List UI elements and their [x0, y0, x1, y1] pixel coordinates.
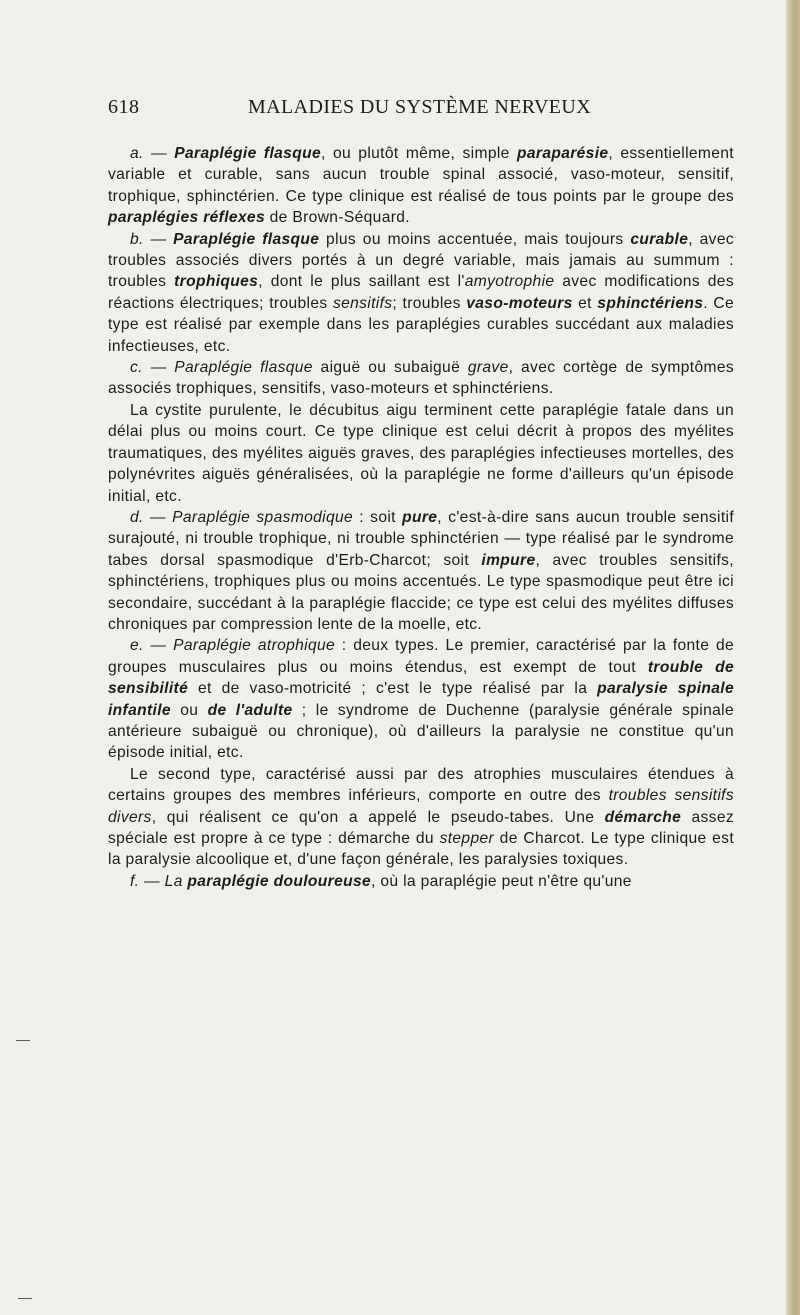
paragraph — [108, 143, 734, 229]
paragraph-text: , dont le plus saillant est l' — [258, 273, 465, 291]
scan-mark — [16, 1040, 30, 1041]
emphasis-text: paraparésie — [517, 145, 609, 162]
paragraph — [108, 400, 734, 507]
emphasis-text: sphinctériens — [597, 294, 704, 312]
paragraph-text: plus ou moins accentuée, mais toujours — [319, 230, 631, 248]
emphasis-text: paralysie spinale infantile — [108, 680, 734, 719]
paragraph-text: et de vaso-motricité ; c'est le type réalisé par la — [188, 680, 598, 698]
emphasis-text: Paraplégie atrophique — [173, 637, 336, 655]
emphasis-text: grave — [467, 359, 509, 377]
paragraph-text: , avec cortège de symptômes associés trophiques, sensitifs, vaso-moteurs et sphinctériens. — [108, 359, 734, 398]
emphasis-text: b. — — [130, 230, 174, 248]
paragraph — [108, 229, 734, 357]
emphasis-text: stepper — [439, 830, 495, 847]
paragraph-text: ; troubles — [392, 294, 467, 312]
paragraph-text: La cystite purulente, le décubitus aigu terminent cette paraplégie fatale dans un délai plus ou moins court. Ce type clinique est celui décrit à propos des myélites traumatiques, des myélites aiguës graves, des paraplégies infectieuses mortelles, des polynévrites aiguës généralisées, où la paraplégie ne forme d'ailleurs qu'un épisode initial, etc. — [108, 401, 734, 505]
paragraph-text: , essentiellement variable et curable, sans aucun trouble spinal associé, vaso-moteur, sensitif, trophique, sphinctérien. Ce type clinique est réalisé de tous points par le groupe des — [108, 145, 734, 205]
paragraph-text: assez spéciale est propre à ce type : démarche du — [108, 808, 734, 847]
paragraph — [108, 357, 734, 400]
paragraph-text: de Charcot. Le type clinique est la paralysie alcoolique et, d'une façon générale, les paralysies toxiques. — [108, 830, 735, 869]
emphasis-text: trophiques — [174, 273, 259, 291]
emphasis-text: Paraplégie flasque — [173, 230, 320, 248]
emphasis-text: de l'adulte — [207, 701, 293, 719]
paragraph-text: . Ce type est réalisé par exemple dans les paraplégies curables succédant aux maladies infectieuses, etc. — [108, 294, 734, 355]
emphasis-text: f. — La — [130, 872, 188, 890]
paragraph-text: ou — [170, 701, 208, 719]
paragraph — [108, 507, 734, 635]
emphasis-text: Paraplégie flasque — [174, 359, 313, 377]
paragraph-text: : deux types. Le premier, caractérisé par la fonte de groupes musculaires plus ou moins étendus, est exempt de tout — [108, 637, 735, 676]
paragraph-text: : soit — [353, 508, 403, 526]
paragraph-text: , qui réalisent ce qu'on a appelé le pseudo-tabes. Une — [151, 808, 605, 826]
paragraph-text: de Brown-Séquard. — [264, 209, 410, 227]
emphasis-text: impure — [481, 551, 536, 569]
paragraph — [108, 635, 734, 763]
emphasis-text: amyotrophie — [464, 273, 555, 291]
emphasis-text: curable — [630, 230, 689, 248]
paragraph — [108, 871, 734, 892]
paragraph — [108, 764, 734, 871]
page-edge — [786, 0, 800, 1315]
emphasis-text: c. — — [130, 359, 175, 377]
emphasis-text: paraplégie douloureuse — [187, 872, 372, 890]
paragraph-text: , avec troubles associés divers portés à un degré variable, mais jamais au summum : troubles — [108, 230, 734, 291]
paragraph-text: et — [572, 294, 598, 312]
emphasis-text: d. — — [130, 508, 173, 526]
paragraph-text: , c'est-à-dire sans aucun trouble sensitif surajouté, ni trouble trophique, ni trouble sphinctérien — type réalisé par le syndrome tabes dorsal spasmodique d'Erb-Charcot; soit — [108, 508, 734, 569]
paragraph-text: Le second type, caractérisé aussi par des atrophies musculaires étendues à certains groupes des membres inférieurs, comporte en outre des — [108, 765, 734, 805]
emphasis-text: sensitifs — [332, 294, 393, 312]
paragraph-text: , ou plutôt même, simple — [320, 145, 517, 162]
paragraph-text: , où la paraplégie peut n'être qu'une — [371, 872, 632, 890]
paragraph-text: aiguë ou subaiguë — [312, 359, 468, 377]
emphasis-text: Paraplégie flasque — [174, 145, 321, 162]
page-number: 618 — [108, 96, 140, 118]
emphasis-text: Paraplégie spasmodique — [172, 508, 354, 526]
emphasis-text: démarche — [604, 808, 682, 826]
paragraph-text: avec modifications des réactions électriques; troubles — [108, 273, 734, 312]
emphasis-text: troubles sensitifs divers — [108, 787, 734, 826]
scan-mark — [18, 1298, 32, 1299]
emphasis-text: pure — [402, 508, 438, 526]
emphasis-text: a. — — [130, 145, 175, 162]
body-text — [108, 143, 734, 892]
emphasis-text: trouble de sensibilité — [108, 658, 735, 698]
emphasis-text: paraplégies réflexes — [108, 209, 265, 227]
emphasis-text: vaso-moteurs — [466, 294, 573, 312]
paragraph-text: ; le syndrome de Duchenne (paralysie générale spinale antérieure subaiguë ou chronique), où d'ailleurs la paralysie ne constitue qu'un épisode initial, etc. — [108, 701, 734, 762]
paragraph-text: , avec troubles sensitifs, sphinctériens, trophiques plus ou moins accentués. Le type spasmodique peut être ici secondaire, succédant à la paraplégie flaccide; ce type est celui des myélites diffuses chroniques par compression lente de la moelle, etc. — [108, 551, 734, 633]
running-head — [108, 96, 732, 122]
emphasis-text: e. — — [130, 637, 174, 655]
chapter-title: MALADIES DU SYSTÈME NERVEUX — [248, 96, 592, 118]
